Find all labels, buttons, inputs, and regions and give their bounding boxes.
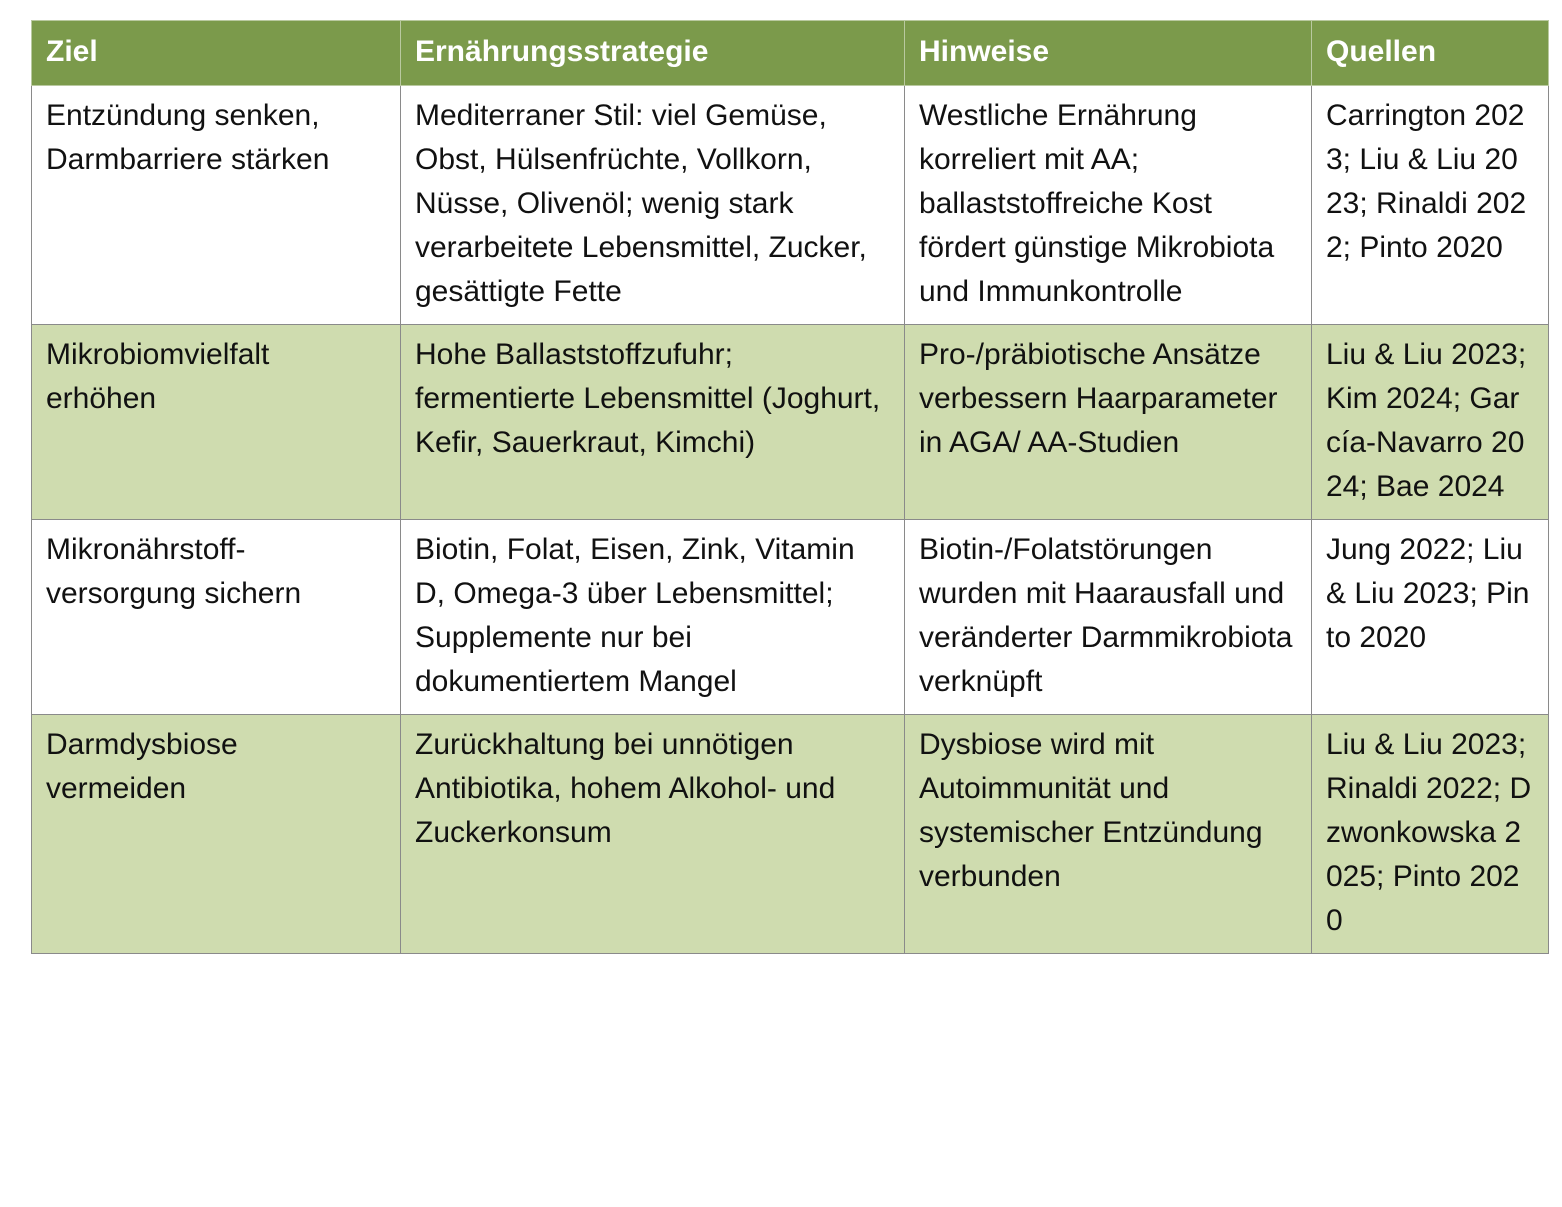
table-row [32,520,1549,715]
cell-strategy: Zurückhaltung bei unnötigen Antibiotika, hohem Alkohol- und Zuckerkonsum [401,715,905,954]
cell-sources: Carrington 2023; Liu & Liu 2023; Rinaldi 2022; Pinto 2020 [1312,86,1549,325]
cell-goal: Darmdysbiose vermeiden [32,715,401,954]
cell-notes: Dysbiose wird mit Autoimmunität und systemischer Entzündung verbunden [905,715,1312,954]
cell-strategy: Biotin, Folat, Eisen, Zink, Vitamin D, Omega-3 über Lebensmittel; Supplemente nur bei dokumentiertem Mangel [401,520,905,715]
cell-goal: Mikrobiomvielfalt erhöhen [32,325,401,520]
cell-sources: Jung 2022; Liu & Liu 2023; Pinto 2020 [1312,520,1549,715]
cell-goal: Entzündung senken, Darmbarriere stärken [32,86,401,325]
table-row [32,86,1549,325]
header-sources: Quellen [1312,21,1549,86]
header-goal: Ziel [32,21,401,86]
cell-goal: Mikronährstoff-versorgung sichern [32,520,401,715]
table-row [32,715,1549,954]
table-row [32,325,1549,520]
cell-strategy: Hohe Ballaststoffzufuhr; fermentierte Lebensmittel (Joghurt, Kefir, Sauerkraut, Kimchi) [401,325,905,520]
nutrition-strategy-table [31,20,1549,954]
cell-notes: Pro-/präbiotische Ansätze verbessern Haarparameter in AGA/ AA-Studien [905,325,1312,520]
cell-sources: Liu & Liu 2023; Kim 2024; García-Navarro 2024; Bae 2024 [1312,325,1549,520]
header-strategy: Ernährungsstrategie [401,21,905,86]
cell-notes: Biotin-/Folatstörungen wurden mit Haarausfall und veränderter Darmmikrobiota verknüpft [905,520,1312,715]
cell-sources: Liu & Liu 2023; Rinaldi 2022; Dzwonkowska 2025; Pinto 2020 [1312,715,1549,954]
header-notes: Hinweise [905,21,1312,86]
table-header-row [32,21,1549,86]
cell-strategy: Mediterraner Stil: viel Gemüse, Obst, Hülsenfrüchte, Vollkorn, Nüsse, Olivenöl; wenig stark verarbeitete Lebensmittel, Zucker, gesättigte Fette [401,86,905,325]
cell-notes: Westliche Ernährung korreliert mit AA; ballaststoffreiche Kost fördert günstige Mikrobiota und Immunkontrolle [905,86,1312,325]
